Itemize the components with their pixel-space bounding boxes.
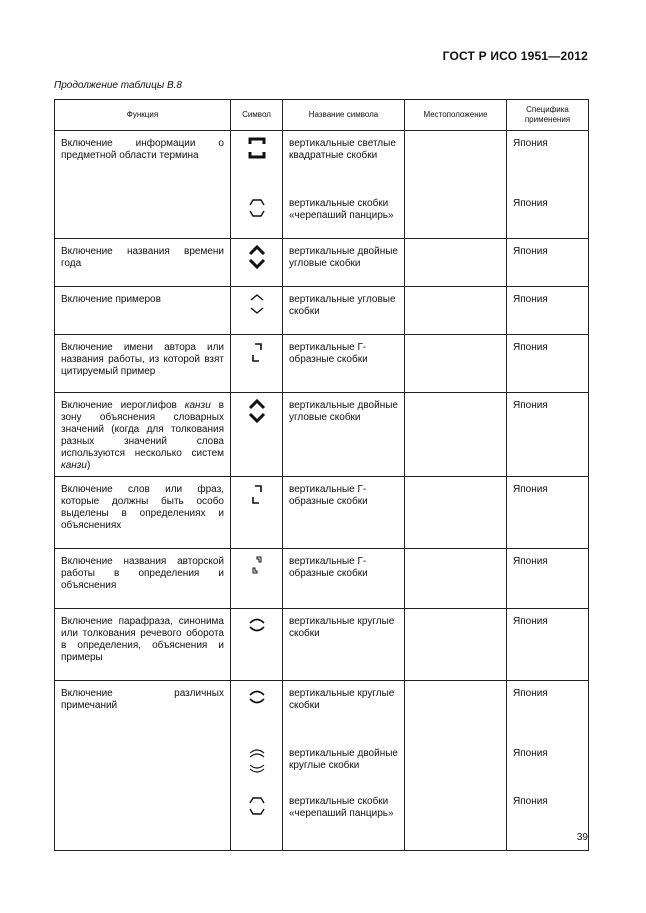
symbol-name: вертикальные двойные круглые скобки [289,748,398,771]
header-symbol-name: Название символа [283,100,405,131]
function-cell: Включение различных примечаний [55,681,231,851]
vertical-angle-brackets-icon [231,293,282,329]
table-row [55,681,589,851]
application-specifics: Япония [513,400,548,411]
header-specifics: Специфика применения [507,100,589,131]
symbol-name: вертикальные Г-образные скобки [289,484,368,507]
function-cell: Включение иероглифов канзи в зону объяснения словарных значений (когда для толкования разных значений слова используются несколько систем канзи) [55,393,231,477]
application-specifics: Япония [513,138,548,149]
symbol-cell [231,393,283,477]
location-cell [405,549,507,609]
symbol-cell [231,681,283,851]
location-cell [405,477,507,549]
location-cell [405,131,507,239]
vertical-tortoise-shell-brackets-icon [231,197,282,233]
symbol-cell [231,131,283,239]
vertical-round-brackets-icon [231,615,282,651]
table-row [55,477,589,549]
location-cell [405,335,507,393]
vertical-white-corner-brackets-icon [231,555,282,591]
header-symbol: Символ [231,100,283,131]
location-cell [405,239,507,287]
symbol-name: вертикальные скобки «черепаший панцирь» [289,198,394,221]
table-row [55,287,589,335]
vertical-round-brackets-icon [231,687,282,723]
symbol-name-cell [283,239,405,287]
specifics-cell [507,287,589,335]
vertical-double-angle-brackets-icon [231,399,282,435]
table-row [55,393,589,477]
function-cell: Включение информации о предметной области термина [55,131,231,239]
symbol-name-cell [283,681,405,851]
symbol-name: вертикальные Г-образные скобки [289,342,368,365]
vertical-double-angle-brackets-icon [231,245,282,281]
table-row [55,335,589,393]
application-specifics: Япония [513,198,548,209]
application-specifics: Япония [513,484,548,495]
specifics-cell [507,239,589,287]
function-cell: Включение имени автора или названия работы, из которой взят цитируемый пример [55,335,231,393]
application-specifics: Япония [513,748,548,759]
specifics-cell [507,681,589,851]
application-specifics: Япония [513,616,548,627]
function-cell: Включение названия времени года [55,239,231,287]
specifics-cell [507,131,589,239]
vertical-tortoise-shell-brackets-icon [231,795,282,831]
symbol-cell [231,335,283,393]
application-specifics: Япония [513,688,548,699]
symbol-name-cell [283,131,405,239]
symbol-cell [231,549,283,609]
symbol-name: вертикальные круглые скобки [289,688,395,711]
symbol-name: вертикальные круглые скобки [289,616,395,639]
application-specifics: Япония [513,342,548,353]
function-cell: Включение парафраза, синонима или толкования речевого оборота в определения, объяснения и примеры [55,609,231,681]
symbol-name-cell [283,549,405,609]
function-cell: Включение названия авторской работы в определения и объяснения [55,549,231,609]
application-specifics: Япония [513,796,548,807]
header-location: Местоположение [405,100,507,131]
symbol-cell [231,477,283,549]
symbol-name-cell [283,393,405,477]
symbols-table [54,99,589,851]
location-cell [405,287,507,335]
table-row [55,609,589,681]
specifics-cell [507,477,589,549]
table-row [55,549,589,609]
specifics-cell [507,549,589,609]
location-cell [405,681,507,851]
application-specifics: Япония [513,556,548,567]
vertical-corner-brackets-icon [231,483,282,519]
symbol-cell [231,609,283,681]
symbol-name: вертикальные светлые квадратные скобки [289,138,396,161]
specifics-cell [507,335,589,393]
symbol-name-cell [283,287,405,335]
symbol-name-cell [283,609,405,681]
location-cell [405,609,507,681]
symbol-cell [231,287,283,335]
table-continuation-caption: Продолжение таблицы В.8 [54,80,182,91]
symbol-name-cell [283,335,405,393]
specifics-cell [507,393,589,477]
specifics-cell [507,609,589,681]
table-row [55,239,589,287]
symbol-name: вертикальные Г-образные скобки [289,556,368,579]
symbol-name: вертикальные двойные угловые скобки [289,400,398,423]
application-specifics: Япония [513,294,548,305]
location-cell [405,393,507,477]
symbol-name: вертикальные двойные угловые скобки [289,246,398,269]
symbol-name: вертикальные угловые скобки [289,294,396,317]
table-row [55,131,589,239]
symbol-name-cell [283,477,405,549]
vertical-light-square-brackets-icon [231,137,282,173]
symbol-name: вертикальные скобки «черепаший панцирь» [289,796,394,819]
header-function: Функция [55,100,231,131]
page-number: 39 [576,832,588,843]
function-cell: Включение слов или фраз, которые должны быть особо выделены в определениях и объяснениях [55,477,231,549]
vertical-corner-brackets-icon [231,341,282,377]
symbol-cell [231,239,283,287]
function-cell: Включение примеров [55,287,231,335]
table-header-row [55,100,589,131]
application-specifics: Япония [513,246,548,257]
vertical-double-round-brackets-icon [231,747,282,783]
document-number: ГОСТ Р ИСО 1951—2012 [442,49,588,63]
